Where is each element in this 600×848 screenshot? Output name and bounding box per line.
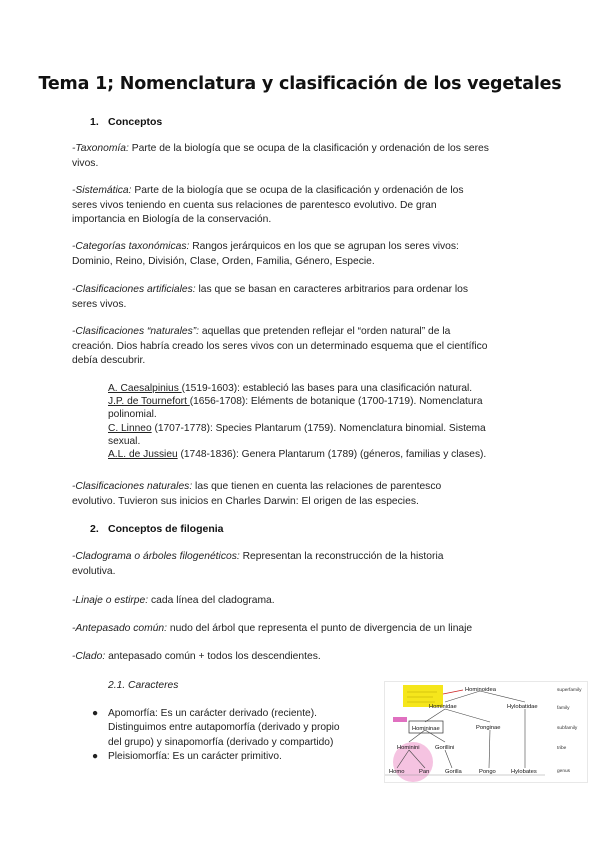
list-item (92, 750, 382, 764)
paragraph-artificiales (72, 283, 534, 312)
text-line: evolutiva. (72, 565, 116, 577)
red-arrow (443, 690, 463, 694)
text-line: Apomorfía: Es un carácter derivado (reciente). (108, 708, 317, 719)
text-line: cada línea del cladograma. (148, 595, 275, 606)
text-line: aquellas que pretenden reflejar el “orden natural” de la (199, 326, 451, 337)
text-line: importancia en Biología de la conservación. (72, 214, 272, 226)
label-hominini: Hominini (397, 745, 420, 751)
text-line: creación. Dios habría creado los seres vivos con un determinado esquema que el científico (72, 340, 488, 352)
section-1-heading (90, 116, 162, 128)
term: -Clado: (72, 651, 106, 662)
reference-name: C. Linneo (108, 422, 152, 434)
label-hominoidea: Hominoidea (465, 687, 496, 693)
reference-text: polinomial. (108, 409, 157, 421)
reference-text: (1519-1603): estableció las bases para una clasificación natural. (181, 383, 473, 394)
term: -Categorías taxonómicas: (72, 241, 190, 252)
paragraph-cladograma (72, 550, 534, 579)
rank-genus: genus (557, 769, 571, 774)
text-line: Parte de la biología que se ocupa de la clasificación y ordenación de los seres (128, 143, 489, 154)
paragraph-naturales-comillas (72, 325, 534, 369)
text-line: las que tienen en cuenta las relaciones de parentesco (192, 481, 442, 492)
bullet-list (92, 707, 382, 764)
reference-item (108, 382, 533, 395)
subsection-caracteres: 2.1. Caracteres (108, 680, 179, 691)
text-line: nudo del árbol que representa el punto de divergencia de un linaje (167, 623, 473, 634)
label-homo: Homo (389, 769, 405, 775)
paragraph-categorias (72, 240, 534, 269)
text-line: debía descubrir. (72, 355, 146, 367)
reference-name: A. Caesalpinius (108, 383, 182, 394)
term: -Sistemática: (72, 185, 132, 196)
label-hylobates: Hylobates (511, 769, 537, 775)
reference-text: (1748-1836): Genera Plantarum (1789) (géneros, familias y clases). (177, 449, 487, 461)
section-2-number: 2. (90, 523, 99, 535)
cladogram-figure (384, 681, 588, 783)
references-list (108, 382, 533, 461)
text-line: Rangos jerárquicos en los que se agrupan los seres vivos: (189, 241, 459, 252)
label-pan: Pan (419, 769, 430, 775)
section-2-title: Conceptos de filogenia (108, 523, 224, 535)
bullet-icon: ● (92, 708, 99, 719)
section-1-number: 1. (90, 116, 99, 128)
rank-subfamily: subfamily (557, 726, 578, 731)
text-line: antepasado común + todos los descendientes. (105, 651, 321, 662)
label-pongo: Pongo (479, 769, 496, 775)
term: -Antepasado común: (72, 623, 168, 634)
reference-text: (1656-1708): Eléments de botanique (1700-1719). Nomenclatura (189, 396, 483, 408)
label-gorilla: Gorilla (445, 769, 462, 775)
label-hominidae: Hominidae (429, 704, 457, 710)
reference-text: (1707-1778): Species Plantarum (1759). Nomenclatura binomial. Sistema (151, 422, 486, 434)
paragraph-linaje (72, 594, 534, 609)
bullet-icon: ● (92, 750, 99, 762)
text-line: las que se basan en caracteres arbitrarios para ordenar los (195, 284, 469, 295)
paragraph-sistematica (72, 184, 534, 228)
term: -Clasificaciones “naturales”: (72, 326, 200, 337)
rank-family: family (557, 706, 570, 711)
term: -Clasificaciones naturales: (72, 481, 193, 492)
term: -Cladograma o árboles filogenéticos: (72, 551, 240, 562)
text-line: Parte de la biología que se ocupa de la clasificación y ordenación de los (131, 185, 464, 196)
reference-item (108, 395, 533, 421)
paragraph-clado (72, 650, 534, 665)
reference-name: A.L. de Jussieu (108, 449, 178, 461)
paragraph-taxonomia (72, 142, 534, 171)
section-1-title: Conceptos (108, 116, 163, 128)
term: -Linaje o estirpe: (72, 595, 149, 606)
text-line: vivos. (72, 157, 99, 169)
label-gorillini: Gorillini (435, 745, 455, 751)
reference-item (108, 448, 533, 461)
text-line: seres vivos teniendo en cuenta sus relaciones de parentesco evolutivo. De gran (72, 199, 437, 211)
page-title: Tema 1; Nomenclatura y clasificación de los vegetales (38, 74, 562, 94)
cladogram-svg (385, 682, 587, 782)
text-line: seres vivos. (72, 298, 127, 310)
term: -Clasificaciones artificiales: (72, 284, 196, 295)
text-line: del grupo) y sinapomorfía (derivado y compartido) (108, 736, 334, 748)
text-line: Dominio, Reino, División, Clase, Orden, Familia, Género, Especie. (72, 255, 375, 267)
paragraph-clasificaciones-naturales (72, 480, 534, 509)
list-item (92, 707, 382, 750)
paragraph-antepasado (72, 622, 534, 637)
label-homininae: Homininae (412, 726, 440, 732)
text-line: Representan la reconstrucción de la historia (239, 551, 444, 562)
text-line: Distinguimos entre autapomorfía (derivado y propio (108, 722, 340, 734)
rank-tribe: tribe (557, 746, 567, 751)
label-ponginae: Ponginae (476, 725, 501, 731)
rank-superfamily: superfamily (557, 688, 582, 693)
pink-tag (393, 717, 407, 722)
reference-text: sexual. (108, 435, 141, 447)
text-line: evolutivo. Tuvieron sus inicios en Charles Darwin: El origen de las especies. (72, 495, 419, 507)
text-line: Pleisiomorfía: Es un carácter primitivo. (108, 750, 282, 762)
section-2-heading (90, 523, 224, 535)
label-hylobatidae: Hylobatidae (507, 704, 538, 710)
reference-item (108, 422, 533, 448)
term: -Taxonomía: (72, 143, 129, 154)
reference-name: J.P. de Tournefort (108, 396, 190, 408)
